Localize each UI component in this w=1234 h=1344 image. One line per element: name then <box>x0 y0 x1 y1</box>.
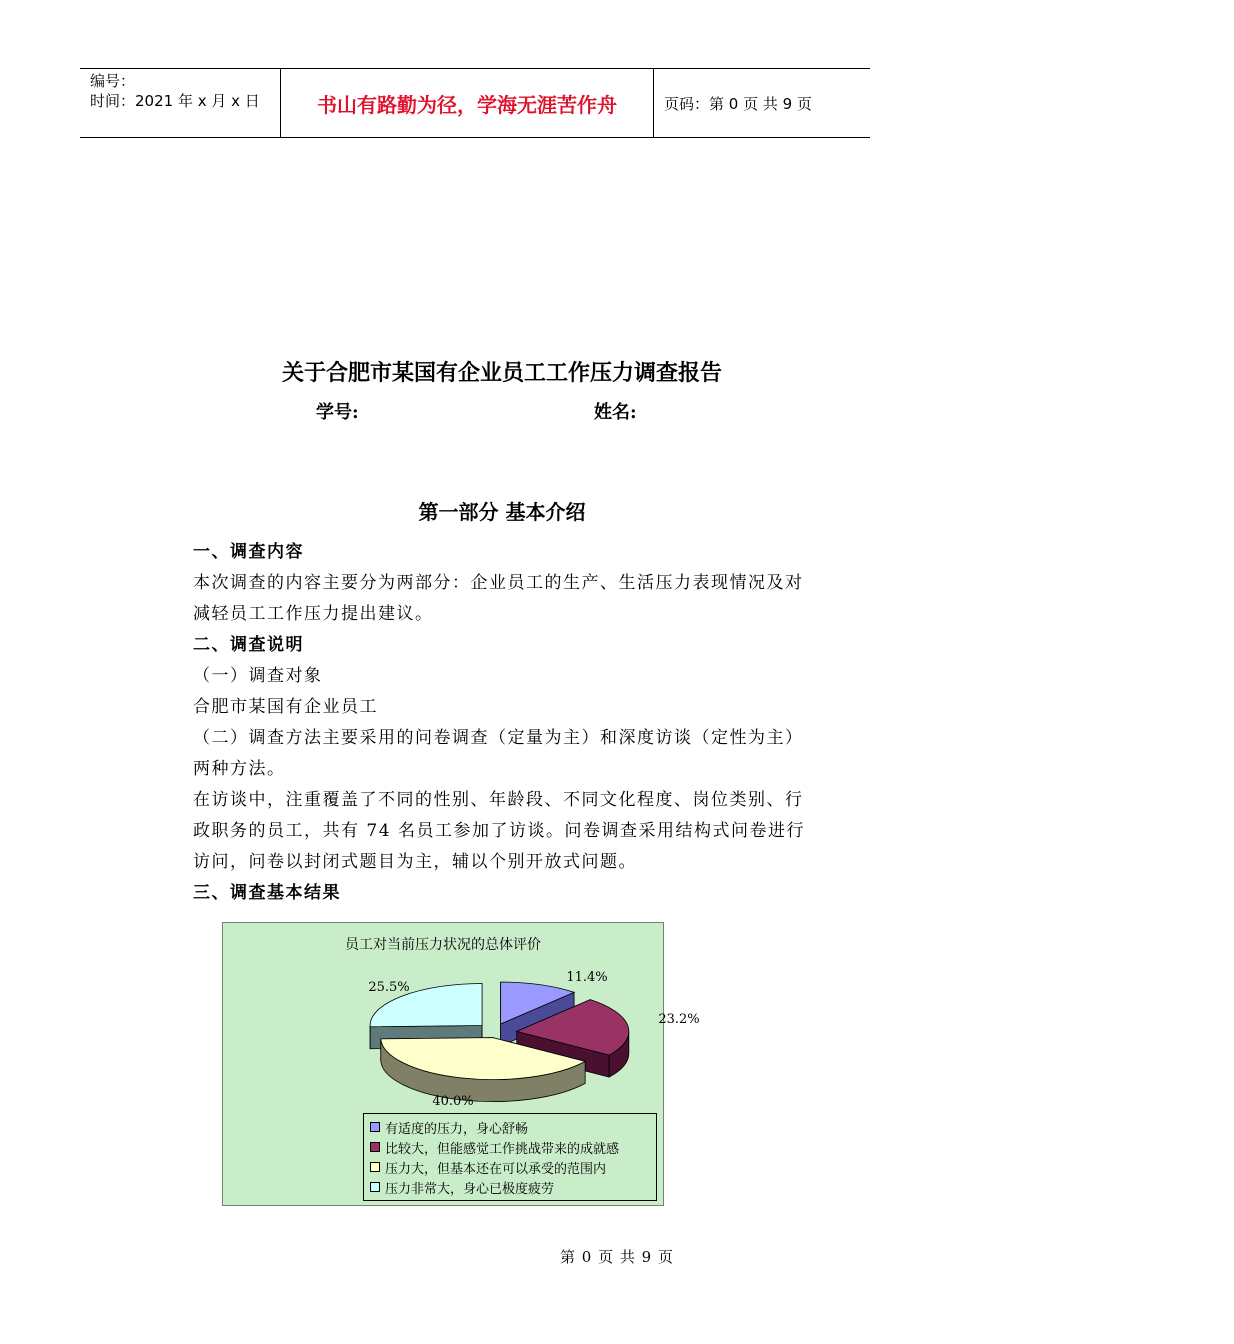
legend-label: 比较大，但能感觉工作挑战带来的成就感 <box>385 1141 620 1157</box>
student-id-label: 学号: <box>316 402 359 423</box>
number-label: 编号： <box>90 72 136 90</box>
pie-data-label: 23.2% <box>658 1012 700 1027</box>
legend-swatch <box>370 1122 380 1132</box>
legend-label: 压力非常大，身心已极度疲劳 <box>385 1181 555 1197</box>
body-text <box>173 537 813 909</box>
sub2-text: （二）调查方法主要采用的问卷调查（定量为主）和深度访谈（定性为主）两种方法。 <box>193 728 804 779</box>
pie-data-label: 25.5% <box>368 980 410 995</box>
section1-text: 本次调查的内容主要分为两部分：企业员工的生产、生活压力表现情况及对减轻员工工作压力提出建议。 <box>193 573 804 624</box>
legend-item <box>370 1137 656 1157</box>
header-left-cell <box>80 69 280 137</box>
legend-swatch <box>370 1182 380 1192</box>
sub1-heading: （一）调查对象 <box>193 666 323 686</box>
legend-swatch <box>370 1142 380 1152</box>
pie-chart <box>222 922 700 1206</box>
pie-data-label: 11.4% <box>566 970 608 985</box>
legend-label: 有适度的压力，身心舒畅 <box>385 1121 529 1137</box>
legend-label: 压力大，但基本还在可以承受的范围内 <box>385 1161 607 1177</box>
student-name-label: 姓名: <box>594 402 637 423</box>
chart-title: 员工对当前压力状况的总体评价 <box>345 937 541 953</box>
section1-heading: 一、调查内容 <box>193 542 304 562</box>
legend-item <box>370 1177 656 1197</box>
legend-swatch <box>370 1162 380 1172</box>
time-label: 时间：2021 年 x 月 x 日 <box>90 92 260 110</box>
part-title: 第一部分 基本介绍 <box>418 500 586 524</box>
header-table <box>80 68 870 138</box>
interview-paragraph: 在访谈中，注重覆盖了不同的性别、年龄段、不同文化程度、岗位类别、行政职务的员工，共有 74 名员工参加了访谈。问卷调查采用结构式问卷进行访问，问卷以封闭式题目为主，辅以个别开放式问题。 <box>193 790 805 872</box>
header-motto: 书山有路勤为径，学海无涯苦作舟 <box>280 69 654 137</box>
section3-heading: 三、调查基本结果 <box>193 883 341 903</box>
section2-heading: 二、调查说明 <box>193 635 304 655</box>
pie-data-label: 40.0% <box>432 1094 474 1109</box>
sub1-text: 合肥市某国有企业员工 <box>193 697 378 717</box>
chart-legend <box>363 1113 657 1201</box>
page-footer: 第 0 页 共 9 页 <box>560 1248 674 1266</box>
legend-item <box>370 1157 656 1177</box>
header-page-info: 页码：第 0 页 共 9 页 <box>664 94 812 113</box>
document-title: 关于合肥市某国有企业员工工作压力调查报告 <box>281 360 722 386</box>
legend-item <box>370 1117 656 1137</box>
